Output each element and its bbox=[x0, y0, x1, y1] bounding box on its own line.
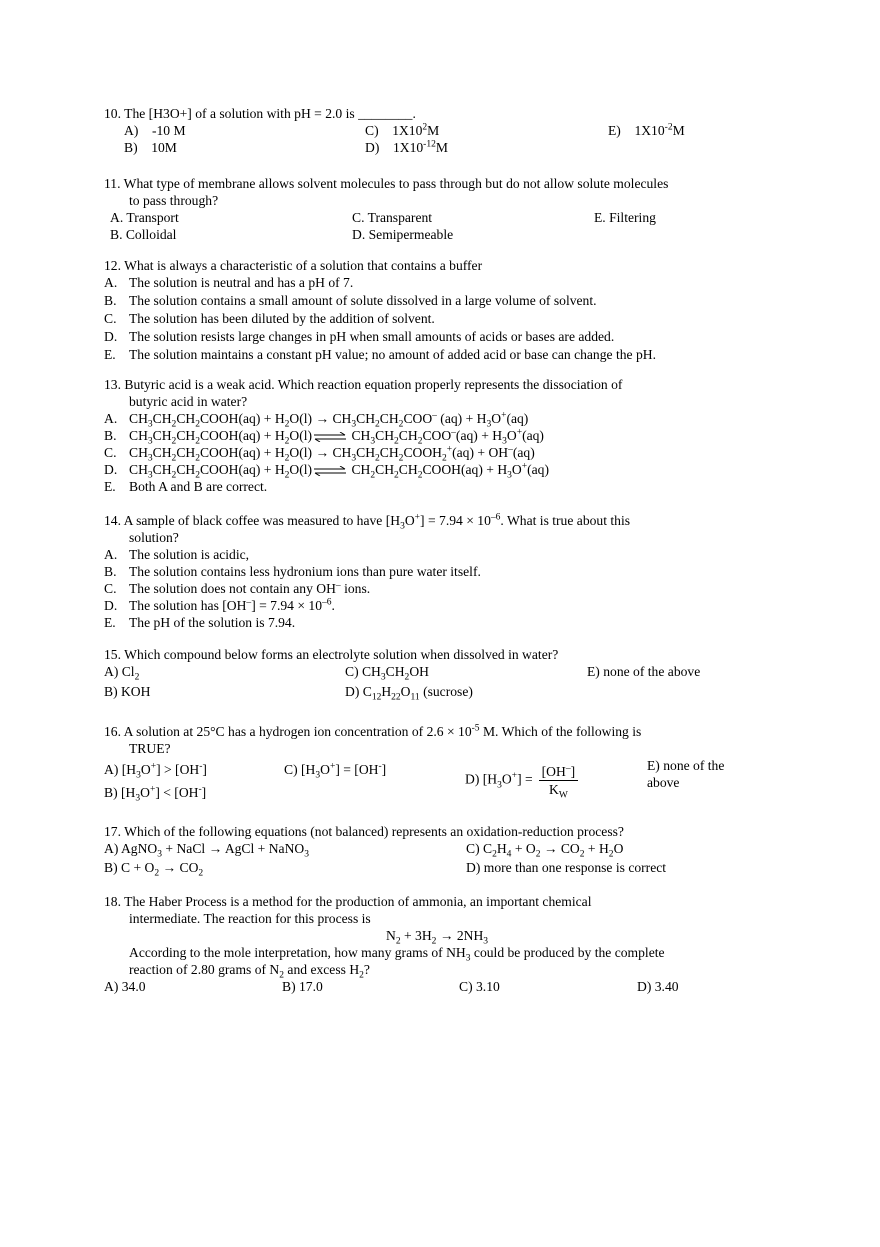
q14-stem-cont: solution? bbox=[129, 530, 179, 545]
equilibrium-arrow-icon bbox=[312, 432, 348, 442]
q10-stem: 10. The [H3O+] of a solution with pH = 2.0 is ________. bbox=[104, 106, 416, 121]
q10-option-a: A) -10 M bbox=[124, 123, 186, 138]
q10-option-e: E) $1X10^{-2}M$ bbox=[608, 122, 685, 138]
q14-stem: 14. A sample of black coffee was measured to have $[H_3O^+] = 7.94 \times 10^{-6}$. What is true about this bbox=[104, 512, 631, 532]
question-15 bbox=[104, 646, 824, 703]
q12-option-b: B. The solution contains a small amount of solute dissolved in a large volume of solvent. bbox=[104, 293, 597, 308]
q11-stem-cont: to pass through? bbox=[129, 193, 219, 208]
q14-option-d: D. The solution has $[OH^-] = 7.94 \times 10^{-6}$. bbox=[104, 597, 335, 613]
q18-option-d: D) 3.40 bbox=[637, 979, 679, 994]
q16-stem: 16. A solution at 25°C has a hydrogen ion concentration of $2.6 \times 10^{-5}$ M. Which of the following is bbox=[104, 723, 642, 739]
q11-option-b: B. Colloidal bbox=[110, 227, 177, 242]
q16-stem-cont: TRUE? bbox=[129, 741, 171, 756]
q10-option-c: C) $1X10^2M$ bbox=[365, 122, 440, 138]
q17-option-b: B) $C + O_2 \to CO_2$ bbox=[104, 860, 204, 879]
q15-option-d: D) $C_{12}H_{22}O_{11}$ (sucrose) bbox=[345, 684, 473, 703]
q12-option-a: A. The solution is neutral and has a pH of 7. bbox=[104, 275, 354, 290]
kw-fraction: $\frac{[OH^-]}{K_W}$ bbox=[539, 763, 578, 798]
question-16 bbox=[104, 723, 824, 805]
q15-option-c: C) $CH_3CH_2OH$ bbox=[345, 664, 429, 683]
q17-stem: 17. Which of the following equations (not balanced) represents an oxidation-reduction process? bbox=[104, 824, 624, 839]
q14-option-a: A. The solution is acidic, bbox=[104, 547, 250, 562]
question-12 bbox=[104, 257, 824, 364]
q11-option-a: A. Transport bbox=[110, 210, 179, 225]
question-18 bbox=[104, 893, 824, 995]
q17-option-d: D) more than one response is correct bbox=[466, 860, 667, 875]
q11-option-d: D. Semipermeable bbox=[352, 227, 454, 242]
q11-option-e: E. Filtering bbox=[594, 210, 656, 225]
q16-option-c: C) $[H_3O^+] = [OH^-]$ bbox=[284, 761, 387, 781]
equilibrium-arrow-icon bbox=[312, 466, 348, 476]
q11-stem: 11. What type of membrane allows solvent molecules to pass through but do not allow solute molecules bbox=[104, 176, 669, 191]
question-13 bbox=[104, 376, 824, 495]
q15-option-b: B) KOH bbox=[104, 684, 151, 699]
q18-stem-question-cont: reaction of 2.80 grams of $N_2$ and excess $H_2$? bbox=[129, 962, 370, 981]
q14-option-e: E. The pH of the solution is 7.94. bbox=[104, 615, 296, 630]
q13-option-c: C. $CH_3CH_2CH_2COOH(aq) + H_2O(l)$ → $CH_3CH_2CH_2COOH_2^+(aq) + OH^-(aq)$ bbox=[104, 444, 535, 464]
question-14 bbox=[104, 512, 824, 631]
q18-option-b: B) 17.0 bbox=[282, 979, 323, 994]
q17-option-a: A) AgNO$_3$ + NaCl → AgCl + NaNO$_3$ bbox=[104, 841, 309, 860]
q15-option-a: A) $Cl_2$ bbox=[104, 664, 140, 683]
q13-option-e: E. Both A and B are correct. bbox=[104, 479, 268, 494]
q11-option-c: C. Transparent bbox=[352, 210, 433, 225]
q18-stem-question: According to the mole interpretation, how many grams of $NH_3$ could be produced by the complete bbox=[129, 945, 665, 964]
q18-option-c: C) 3.10 bbox=[459, 979, 500, 994]
q14-option-c: C. The solution does not contain any OH– ions. bbox=[104, 580, 371, 596]
question-10 bbox=[104, 105, 824, 156]
question-17 bbox=[104, 823, 824, 879]
q18-stem: 18. The Haber Process is a method for the production of ammonia, an important chemical bbox=[104, 894, 592, 909]
q16-option-d: D) $[H_3O^+]$ = $\frac{[OH^-]}{K_W}$ bbox=[465, 763, 578, 798]
q16-option-e: E) none of the above bbox=[647, 758, 725, 790]
q18-option-a: A) 34.0 bbox=[104, 979, 146, 994]
question-11 bbox=[104, 175, 824, 243]
q12-stem: 12. What is always a characteristic of a solution that contains a buffer bbox=[104, 258, 483, 273]
q12-option-c: C. The solution has been diluted by the addition of solvent. bbox=[104, 311, 435, 326]
q10-option-b: B) 10M bbox=[124, 140, 177, 155]
haber-equation: $N_2 + 3H_2 \to 2NH_3$ bbox=[386, 928, 489, 947]
q13-option-a: A. $CH_3CH_2CH_2COOH(aq) + H_2O(l) \to CH_3CH_2CH_2COO^-$ $(aq) + H_3O^+(aq)$ bbox=[104, 410, 529, 430]
q13-stem: 13. Butyric acid is a weak acid. Which reaction equation properly represents the dissociation of bbox=[104, 377, 623, 392]
q15-stem: 15. Which compound below forms an electrolyte solution when dissolved in water? bbox=[104, 647, 559, 662]
q16-option-b: B) $[H_3O^+] < [OH^-]$ bbox=[104, 784, 207, 804]
q12-option-d: D. The solution resists large changes in pH when small amounts of acids or bases are added. bbox=[104, 329, 615, 344]
q18-stem-cont: intermediate. The reaction for this process is bbox=[129, 911, 371, 926]
q14-option-b: B. The solution contains less hydronium ions than pure water itself. bbox=[104, 564, 481, 579]
q16-option-a: A) $[H_3O^+] > [OH^-]$ bbox=[104, 761, 207, 781]
q15-option-e: E) none of the above bbox=[587, 664, 701, 679]
q17-option-c: C) $C_2H_4 + O_2 \to CO_2 + H_2O$ bbox=[466, 841, 624, 860]
q13-option-d: D. $CH_3CH_2CH_2COOH(aq) + H_2O(l)$ $CH_2CH_2CH_2COOH(aq) + H_3O^+(aq)$ bbox=[104, 461, 549, 481]
q10-option-d: D) $1X10^{-12}M$ bbox=[365, 139, 448, 155]
q13-stem-cont: butyric acid in water? bbox=[129, 394, 248, 409]
q12-option-e: E. The solution maintains a constant pH value; no amount of added acid or base can change the pH. bbox=[104, 347, 656, 362]
q13-option-b: B. $CH_3CH_2CH_2COOH(aq) + H_2O(l) CH_3CH_2CH_2COO^-(aq) + H_3O^+(aq)$ bbox=[104, 427, 544, 447]
